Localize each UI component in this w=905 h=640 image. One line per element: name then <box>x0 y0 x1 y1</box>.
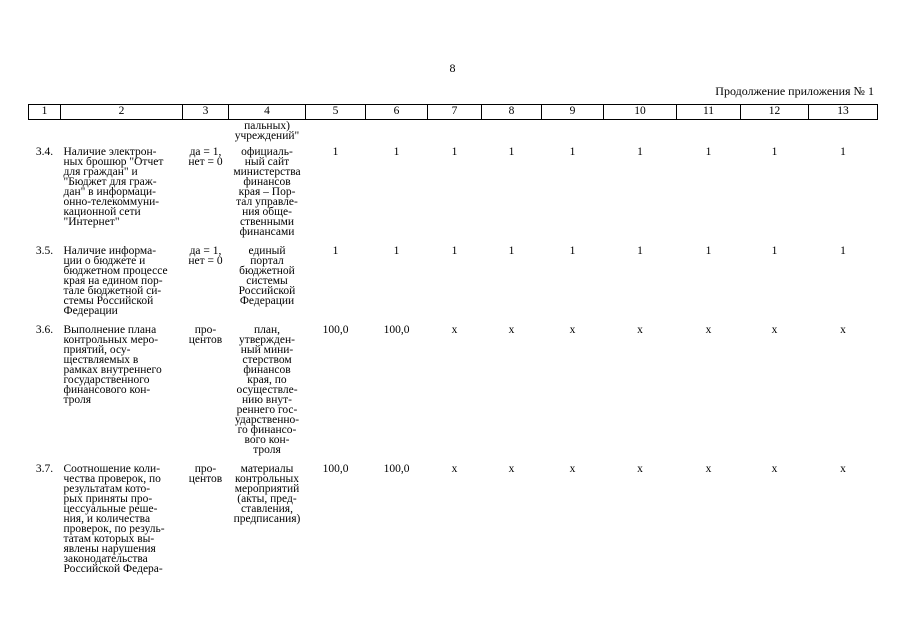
value-cell: 1 <box>332 245 339 257</box>
value-cell: 1 <box>451 245 458 257</box>
value-cell: 1 <box>508 245 515 257</box>
value-cell: x <box>569 324 576 336</box>
unit: да = 1, нет = 0 <box>188 146 223 168</box>
continuation-text: пальных) учреждений" <box>234 120 300 142</box>
value-cell: 1 <box>771 146 778 158</box>
page-number: 8 <box>449 61 456 75</box>
value-cell: 1 <box>393 146 400 158</box>
row-number: 3.5. <box>35 245 54 257</box>
value-cell: x <box>569 463 576 475</box>
value-cell: 1 <box>771 245 778 257</box>
value-cell: x <box>705 463 712 475</box>
continuation-row <box>29 120 878 142</box>
value-cell: x <box>637 324 643 336</box>
data-source: план, утвержден- ный мини- стерством финансов края, по осуществле- нию внут- реннего гос- ударственно- го финансо- вого кон- троля <box>234 324 300 456</box>
column-header: 5 <box>306 105 366 120</box>
unit: про- центов <box>188 463 223 485</box>
indicator-name: Наличие информа- ции о бюджете и бюджетном процессе края на едином пор- тале бюджетной си- стемы Российской Федерации <box>63 245 168 317</box>
value-cell: x <box>637 463 643 475</box>
value-cell: 1 <box>705 146 712 158</box>
value-cell: 1 <box>840 245 846 257</box>
table-row <box>29 458 878 577</box>
column-header: 11 <box>677 105 741 120</box>
column-header: 2 <box>61 105 183 120</box>
indicator-name: Выполнение плана контрольных меро- приятий, осу- ществляемых в рамках внутреннего государственного финансового кон- троля <box>63 324 162 406</box>
value-cell: x <box>508 463 515 475</box>
value-cell: x <box>508 324 515 336</box>
indicator-name: Соотношение коли- чества проверок, по результатам кото- рых приняты про- цессуальные реше- ния, и количества проверок, по резуль- татам которых вы- явлены нарушения законодательства Российской Федера- <box>63 463 165 575</box>
table-row <box>29 240 878 319</box>
value-cell: x <box>771 324 778 336</box>
value-cell: 1 <box>569 146 576 158</box>
unit: да = 1, нет = 0 <box>188 245 223 267</box>
value-cell: x <box>771 463 778 475</box>
table-row <box>29 141 878 240</box>
indicator-name: Наличие электрон- ных брошюр "Отчет для граждан" и "Бюджет для граж- дан" в информаци- онно-телекоммуни- кационной сети "Интернет" <box>63 146 164 228</box>
column-header: 8 <box>482 105 542 120</box>
column-number-row <box>29 105 878 120</box>
value-cell: 1 <box>332 146 339 158</box>
column-header: 7 <box>428 105 482 120</box>
appendix-continuation-note: Продолжение приложения № 1 <box>715 84 874 98</box>
column-header: 4 <box>229 105 306 120</box>
value-cell: 1 <box>637 146 643 158</box>
column-header: 9 <box>542 105 604 120</box>
data-source: официаль- ный сайт министерства финансов края – Пор- тал управле- ния обще- ственными финансами <box>233 146 301 238</box>
value-cell: x <box>840 463 846 475</box>
column-header: 12 <box>741 105 809 120</box>
row-number: 3.7. <box>35 463 54 475</box>
data-source: материалы контрольных мероприятий (акты, пред- ставления, предписания) <box>233 463 301 525</box>
value-cell: 100,0 <box>322 463 349 475</box>
value-cell: x <box>840 324 846 336</box>
column-header: 10 <box>604 105 677 120</box>
value-cell: 1 <box>705 245 712 257</box>
table-row <box>29 319 878 458</box>
value-cell: 100,0 <box>383 324 410 336</box>
row-number: 3.6. <box>35 324 54 336</box>
value-cell: 1 <box>637 245 643 257</box>
indicators-table <box>28 104 878 577</box>
column-header: 6 <box>366 105 428 120</box>
value-cell: 100,0 <box>322 324 349 336</box>
column-header: 3 <box>183 105 229 120</box>
value-cell: x <box>705 324 712 336</box>
value-cell: 1 <box>508 146 515 158</box>
value-cell: 100,0 <box>383 463 410 475</box>
row-number: 3.4. <box>35 146 54 158</box>
column-header: 13 <box>809 105 878 120</box>
value-cell: x <box>451 324 458 336</box>
value-cell: x <box>451 463 458 475</box>
unit: про- центов <box>188 324 223 346</box>
data-source: единый портал бюджетной системы Российской Федерации <box>238 245 296 307</box>
column-header: 1 <box>29 105 61 120</box>
value-cell: 1 <box>569 245 576 257</box>
value-cell: 1 <box>393 245 400 257</box>
value-cell: 1 <box>840 146 846 158</box>
value-cell: 1 <box>451 146 458 158</box>
